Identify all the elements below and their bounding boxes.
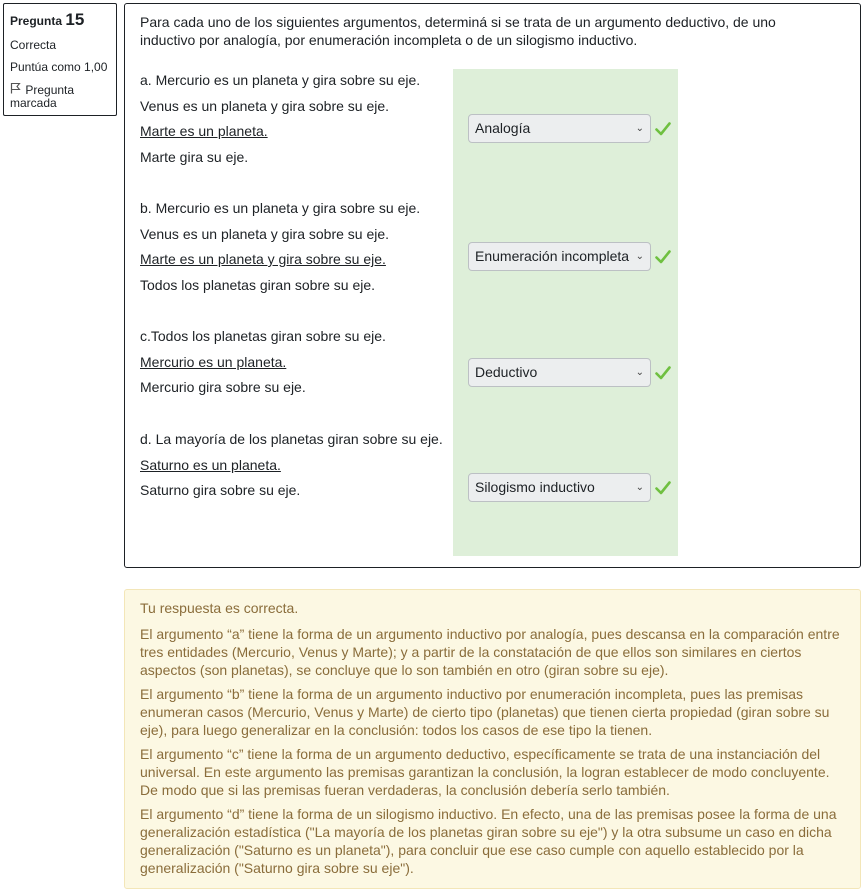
answer-select-value: Deductivo: [475, 364, 538, 380]
flag-question-toggle[interactable]: [10, 82, 110, 110]
argument-line: Marte gira su eje.: [140, 148, 249, 165]
chevron-down-icon: ⌄: [635, 482, 644, 493]
argument-a: [140, 70, 420, 172]
question-info: [3, 3, 117, 116]
flag-label: Pregunta marcada: [10, 83, 75, 110]
answer-select-c[interactable]: [468, 358, 651, 387]
argument-line: Venus es un planeta y gira sobre su eje.: [140, 97, 390, 114]
argument-line: Todos los planetas giran sobre su eje.: [140, 276, 376, 293]
argument-line: c.Todos los planetas giran sobre su eje.: [140, 328, 386, 344]
feedback-paragraph: El argumento “a” tiene la forma de un argumento inductivo por analogía, pues descansa en la comparación entre tres entidades (Mercurio, Venus y Marte); y a partir de la constatación de que ellos son similares en ciertos aspectos (son planetas), se concluye que lo son también en otro (giran sobre su eje).: [140, 626, 840, 678]
argument-line: d. La mayoría de los planetas giran sobre su eje.: [140, 431, 443, 447]
chevron-down-icon: ⌄: [635, 367, 644, 378]
answer-select-d[interactable]: [468, 473, 651, 502]
argument-line-underlined: Saturno es un planeta.: [140, 456, 281, 473]
question-number: Pregunta 15: [10, 10, 85, 29]
argument-line: a. Mercurio es un planeta y gira sobre su eje.: [140, 72, 421, 88]
argument-line: Venus es un planeta y gira sobre su eje.: [140, 225, 390, 242]
feedback-paragraph: El argumento “c” tiene la forma de un argumento deductivo, específicamente se trata de una instanciación del universal. En este argumento las premisas garantizan la conclusión, la logran establecer de modo concluyente. De modo que si las premisas fueran verdaderas, la conclusión debería serlo también.: [140, 746, 830, 798]
check-icon: [655, 121, 671, 137]
answer-select-value: Enumeración incompleta: [475, 248, 630, 264]
argument-line: Saturno gira sobre su eje.: [140, 482, 301, 498]
argument-d: [140, 429, 443, 506]
check-icon: [655, 365, 671, 381]
argument-line: b. Mercurio es un planeta y gira sobre su eje.: [140, 200, 421, 216]
argument-c: [140, 326, 386, 403]
question-formulation: [124, 3, 861, 568]
answer-select-value: Analogía: [475, 120, 531, 136]
question-grade: Puntúa como 1,00: [10, 60, 108, 74]
check-icon: [655, 480, 671, 496]
answer-select-a[interactable]: [468, 114, 651, 143]
flag-icon: [10, 82, 22, 97]
answer-select-value: Silogismo inductivo: [475, 479, 595, 495]
argument-line-underlined: Marte es un planeta y gira sobre su eje.: [140, 251, 386, 267]
argument-line-underlined: Mercurio es un planeta.: [140, 353, 287, 370]
feedback-paragraph: El argumento “b” tiene la forma de un argumento inductivo por enumeración incompleta, pues las premisas enumeran casos (Mercurio, Venus y Marte) de cierto tipo (planetas) que tienen cierta propiedad (giran sobre su eje), para luego generalizar en la conclusión: todos los casos de ese tipo la tienen.: [140, 686, 830, 738]
chevron-down-icon: ⌄: [635, 251, 644, 262]
check-icon: [655, 249, 671, 265]
answer-select-b[interactable]: [468, 242, 651, 271]
question-text: Para cada uno de los siguientes argumentos, determiná si se trata de un argumento deductivo, de uno inductivo por analogía, por enumeración incompleta o de un silogismo inductivo.: [140, 14, 776, 48]
feedback-panel: [124, 589, 861, 889]
argument-b: [140, 198, 420, 300]
argument-line: Mercurio gira sobre su eje.: [140, 379, 306, 395]
chevron-down-icon: ⌄: [635, 123, 644, 134]
question-state: Correcta: [10, 38, 57, 52]
argument-line-underlined: Marte es un planeta.: [140, 123, 268, 139]
feedback-correct-message: Tu respuesta es correcta.: [140, 600, 299, 616]
feedback-paragraph: El argumento “d” tiene la forma de un silogismo inductivo. En efecto, una de las premisas posee la forma de una generalización estadística ("La mayoría de los planetas giran sobre su eje") y la otra subsume un caso en dicha generalización ("Saturno es un planeta"), para concluir que ese caso cumple con aquello establecido por la generalización ("Saturno gira sobre su eje").: [140, 806, 837, 876]
